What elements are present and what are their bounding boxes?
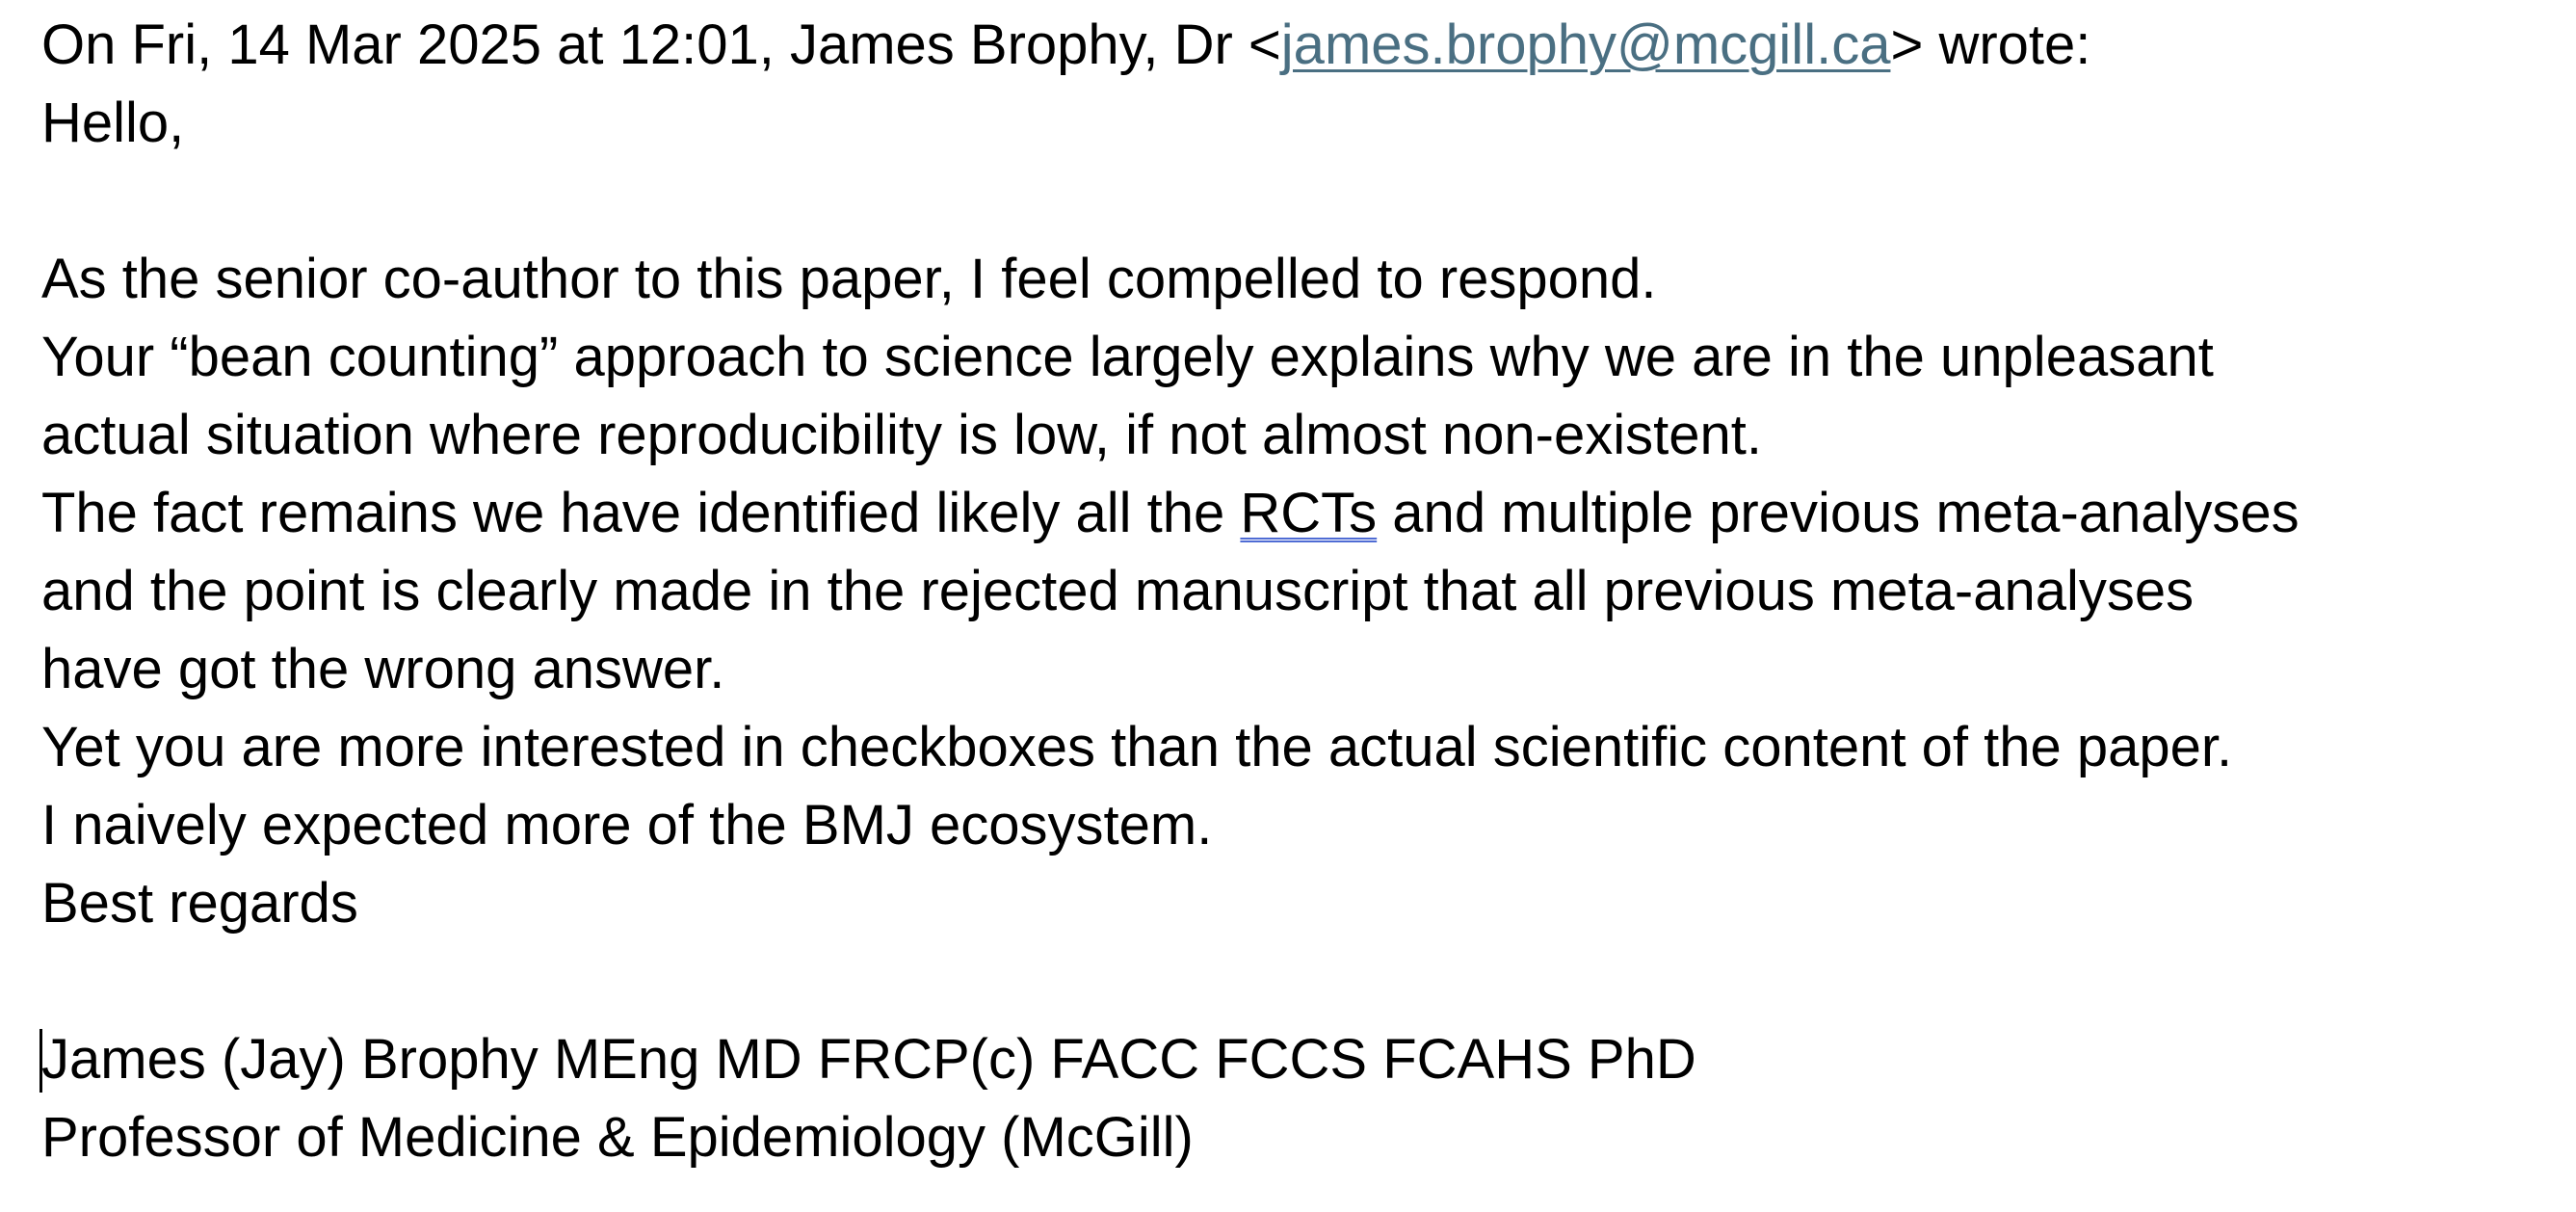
quote-header — [41, 13, 2091, 76]
body-line-2: Your “bean counting” approach to science largely explains why we are in the unpleasant — [41, 326, 2214, 388]
spellcheck-flagged-word[interactable]: RCTs — [1240, 482, 1378, 544]
sender-email-link[interactable]: james.brophy@mcgill.ca — [1280, 13, 1891, 76]
body-line-4 — [41, 482, 2300, 544]
body-line-1: As the senior co-author to this paper, I feel compelled to respond. — [41, 248, 1657, 310]
body-line-7: Yet you are more interested in checkboxes than the actual scientific content of the paper. — [41, 716, 2233, 778]
quote-header-prefix: On Fri, 14 Mar 2025 at 12:01, James Brophy, Dr < — [41, 13, 1281, 76]
body-line-4-pre: The fact remains we have identified likely all the — [41, 482, 1241, 544]
body-line-4-post: and multiple previous meta-analyses — [1377, 482, 2300, 544]
body-line-3: actual situation where reproducibility is low, if not almost non-existent. — [41, 404, 1762, 466]
greeting: Hello, — [41, 92, 185, 154]
body-line-5: and the point is clearly made in the rejected manuscript that all previous meta-analyses — [41, 560, 2195, 622]
signature-title: Professor of Medicine & Epidemiology (McGill) — [41, 1106, 1194, 1169]
signature-name: James (Jay) Brophy MEng MD FRCP(c) FACC FCCS FCAHS PhD — [41, 1028, 1696, 1091]
body-line-6: have got the wrong answer. — [41, 638, 725, 700]
body-line-8: I naively expected more of the BMJ ecosystem. — [41, 794, 1213, 856]
closing: Best regards — [41, 872, 358, 935]
quote-header-suffix: > wrote: — [1890, 13, 2091, 76]
